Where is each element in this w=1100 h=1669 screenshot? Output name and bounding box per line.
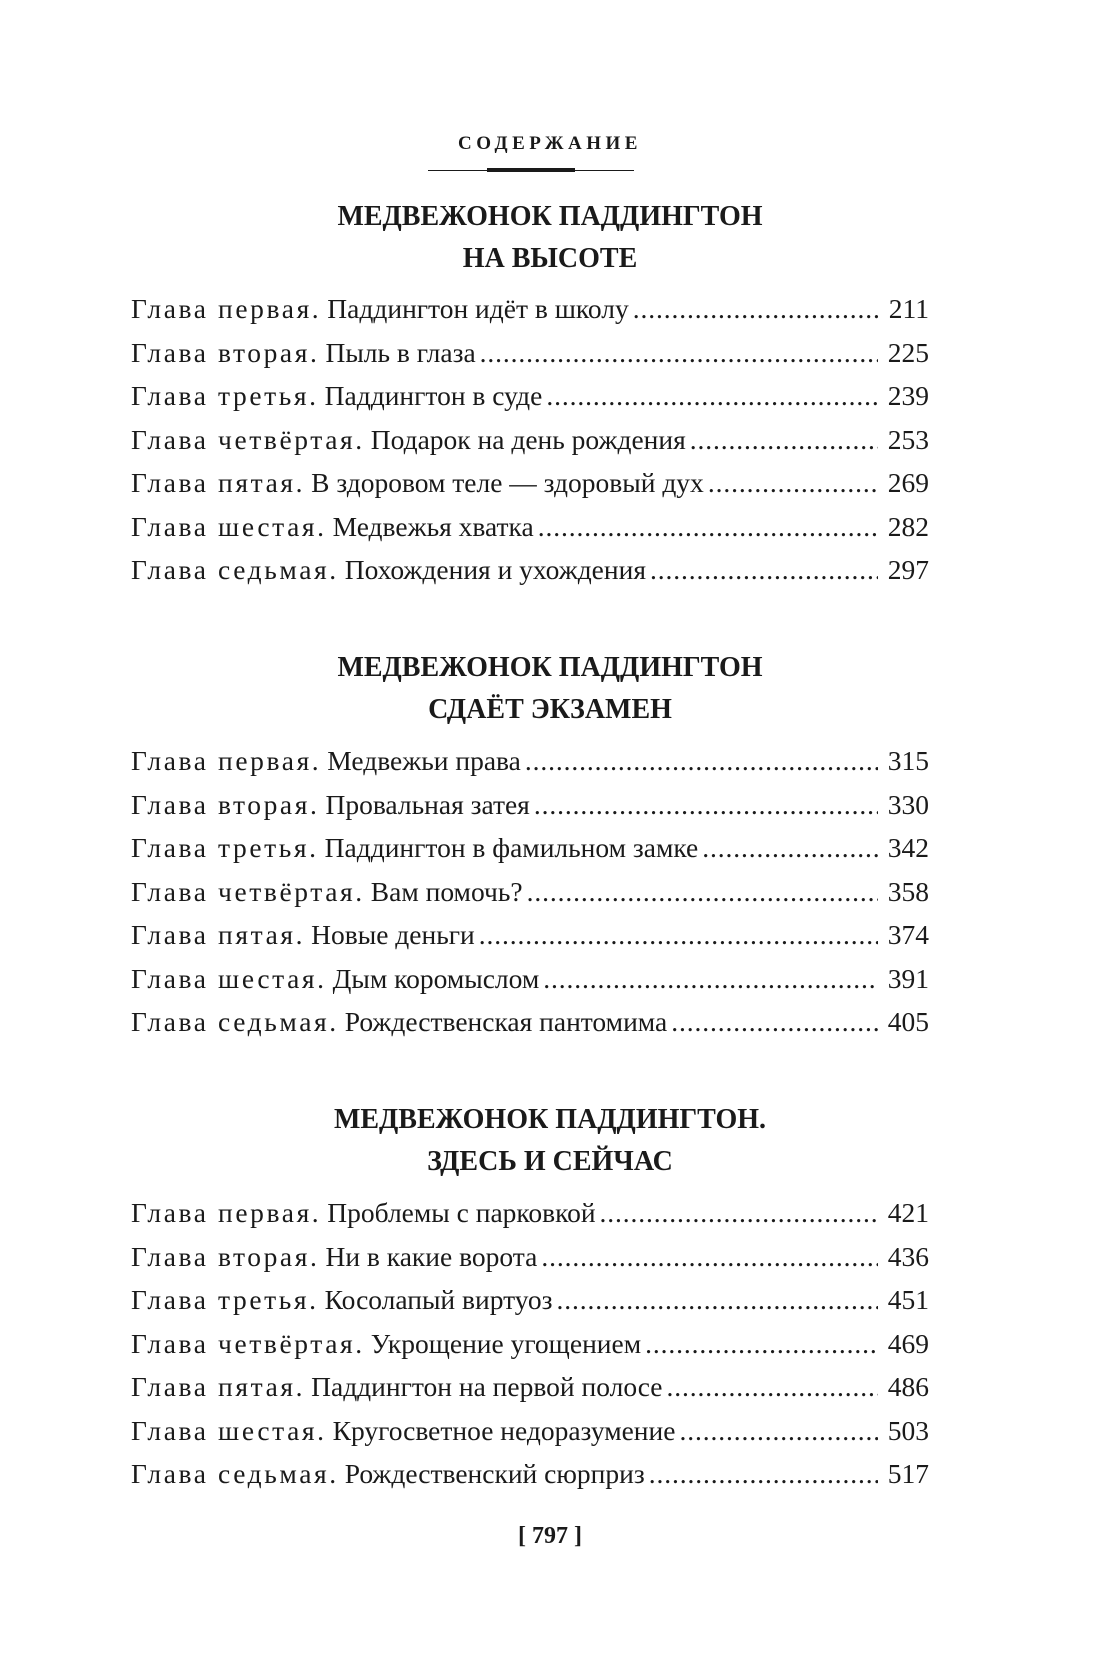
dot-leader — [708, 461, 878, 505]
dot-leader — [546, 374, 877, 418]
chapter-title: Проблемы с парковкой — [327, 1197, 596, 1228]
chapter-title: Рождественский сюрприз — [344, 1458, 645, 1489]
toc-entry[interactable] — [131, 1000, 929, 1044]
dot-leader — [600, 1191, 878, 1235]
dot-leader — [645, 1322, 878, 1366]
dot-leader — [671, 1000, 878, 1044]
dot-leader — [541, 1235, 877, 1279]
toc-entry[interactable] — [131, 1365, 929, 1409]
chapter-title: Медвежьи права — [327, 745, 521, 776]
page-number: 374 — [887, 919, 929, 950]
page-number: 451 — [887, 1284, 929, 1315]
dot-leader — [633, 287, 879, 331]
section-title-line: СДАЁТ ЭКЗАМЕН — [428, 694, 672, 725]
toc-entry[interactable] — [131, 287, 929, 331]
chapter-label: Глава третья. — [131, 380, 319, 411]
chapter-title: Паддингтон на первой полосе — [311, 1371, 663, 1402]
toc-entry[interactable] — [131, 1235, 929, 1279]
chapter-label: Глава третья. — [131, 1284, 319, 1315]
page-number: 297 — [887, 554, 929, 585]
page-number: 225 — [887, 336, 929, 368]
chapter-label: Глава шестая. — [131, 510, 327, 542]
chapter-label: Глава седьмая. — [131, 1006, 339, 1037]
running-head: СОДЕРЖАНИЕ — [458, 133, 642, 154]
chapter-label: Глава четвёртая. — [131, 423, 365, 455]
page-number: 517 — [887, 1458, 929, 1489]
chapter-label: Глава пятая. — [131, 1371, 306, 1402]
section-title-line: МЕДВЕЖОНОК ПАДДИНГТОН. — [333, 1104, 767, 1135]
chapter-title: Новые деньги — [311, 919, 475, 950]
chapter-title: Ни в какие ворота — [325, 1240, 538, 1272]
dot-leader — [479, 913, 878, 957]
chapter-label: Глава пятая. — [131, 919, 306, 950]
page-number: 503 — [887, 1414, 929, 1446]
dot-leader — [543, 957, 877, 1001]
page-number: 421 — [887, 1197, 929, 1228]
toc-entry[interactable] — [131, 548, 929, 592]
page-number: 405 — [887, 1006, 929, 1037]
chapter-label: Глава первая. — [131, 293, 322, 324]
chapter-title: Вам помочь? — [370, 875, 523, 907]
dot-leader — [527, 870, 878, 914]
dot-leader — [525, 739, 878, 783]
chapter-label: Глава седьмая. — [131, 554, 339, 585]
section-title-line: МЕДВЕЖОНОК ПАДДИНГТОН — [337, 652, 763, 683]
page-number: 358 — [887, 875, 929, 907]
header-rule-accent — [487, 168, 575, 172]
dot-leader — [649, 1452, 878, 1496]
chapter-title: Рождественская пантомима — [344, 1006, 668, 1037]
section-title — [0, 647, 1100, 731]
chapter-label: Глава седьмая. — [131, 1458, 339, 1489]
chapter-label: Глава первая. — [131, 1197, 322, 1228]
page-folio: [ 797 ] — [518, 1523, 582, 1549]
dot-leader — [690, 418, 878, 462]
section-title — [0, 196, 1100, 280]
section-title-line: МЕДВЕЖОНОК ПАДДИНГТОН — [337, 201, 763, 232]
section-title — [0, 1099, 1100, 1183]
chapter-title: Дым коромыслом — [332, 962, 540, 994]
chapter-title: Паддингтон в суде — [324, 380, 543, 411]
chapter-label: Глава шестая. — [131, 962, 327, 994]
toc-entry[interactable] — [131, 870, 929, 914]
dot-leader — [556, 1278, 877, 1322]
toc-entry[interactable] — [131, 1452, 929, 1496]
chapter-label: Глава первая. — [131, 745, 322, 776]
page-number: 269 — [887, 467, 929, 498]
dot-leader — [702, 826, 877, 870]
chapter-label: Глава пятая. — [131, 467, 306, 498]
toc-entry[interactable] — [131, 1322, 929, 1366]
toc-entry[interactable] — [131, 418, 929, 462]
page-number: 486 — [887, 1371, 929, 1402]
page-number: 253 — [887, 423, 929, 455]
chapter-label: Глава вторая. — [131, 336, 320, 368]
page-number: 239 — [887, 380, 929, 411]
dot-leader — [667, 1365, 878, 1409]
chapter-title: Паддингтон идёт в школу — [327, 293, 629, 324]
toc-list — [131, 287, 929, 592]
toc-entry[interactable] — [131, 739, 929, 783]
chapter-title: Подарок на день рождения — [370, 423, 686, 455]
toc-entry[interactable] — [131, 461, 929, 505]
chapter-title: В здоровом теле — здоровый дух — [311, 467, 704, 498]
toc-list — [131, 739, 929, 1044]
toc-entry[interactable] — [131, 374, 929, 418]
dot-leader — [538, 505, 878, 549]
page-number: 436 — [887, 1240, 929, 1272]
chapter-title: Паддингтон в фамильном замке — [324, 832, 699, 863]
chapter-label: Глава четвёртая. — [131, 1327, 365, 1359]
toc-entry[interactable] — [131, 913, 929, 957]
toc-entry[interactable] — [131, 1191, 929, 1235]
toc-entry[interactable] — [131, 1278, 929, 1322]
section-title-line: ЗДЕСЬ И СЕЙЧАС — [427, 1146, 673, 1177]
section-title-line: НА ВЫСОТЕ — [462, 243, 638, 274]
page-number: 391 — [887, 962, 929, 994]
dot-leader — [534, 783, 878, 827]
dot-leader — [679, 1409, 877, 1453]
chapter-title: Похождения и ухождения — [344, 554, 646, 585]
chapter-title: Укрощение угощением — [370, 1327, 642, 1359]
page-number: 315 — [887, 745, 929, 776]
chapter-label: Глава шестая. — [131, 1414, 327, 1446]
chapter-label: Глава вторая. — [131, 788, 320, 820]
chapter-label: Глава четвёртая. — [131, 875, 365, 907]
dot-leader — [650, 548, 878, 592]
chapter-title: Пыль в глаза — [325, 336, 476, 368]
chapter-label: Глава третья. — [131, 832, 319, 863]
page-number: 211 — [888, 293, 929, 324]
page-number: 342 — [887, 832, 929, 863]
toc-entry[interactable] — [131, 505, 929, 549]
chapter-label: Глава вторая. — [131, 1240, 320, 1272]
chapter-title: Косолапый виртуоз — [324, 1284, 553, 1315]
page-number: 282 — [887, 510, 929, 542]
toc-entry[interactable] — [131, 826, 929, 870]
toc-entry[interactable] — [131, 1409, 929, 1453]
toc-entry[interactable] — [131, 783, 929, 827]
toc-entry[interactable] — [131, 957, 929, 1001]
chapter-title: Провальная затея — [325, 788, 530, 820]
chapter-title: Кругосветное недоразумение — [332, 1414, 676, 1446]
toc-list — [131, 1191, 929, 1496]
chapter-title: Медвежья хватка — [332, 510, 534, 542]
toc-entry[interactable] — [131, 331, 929, 375]
page-number: 469 — [887, 1327, 929, 1359]
page-number: 330 — [887, 788, 929, 820]
dot-leader — [480, 331, 878, 375]
